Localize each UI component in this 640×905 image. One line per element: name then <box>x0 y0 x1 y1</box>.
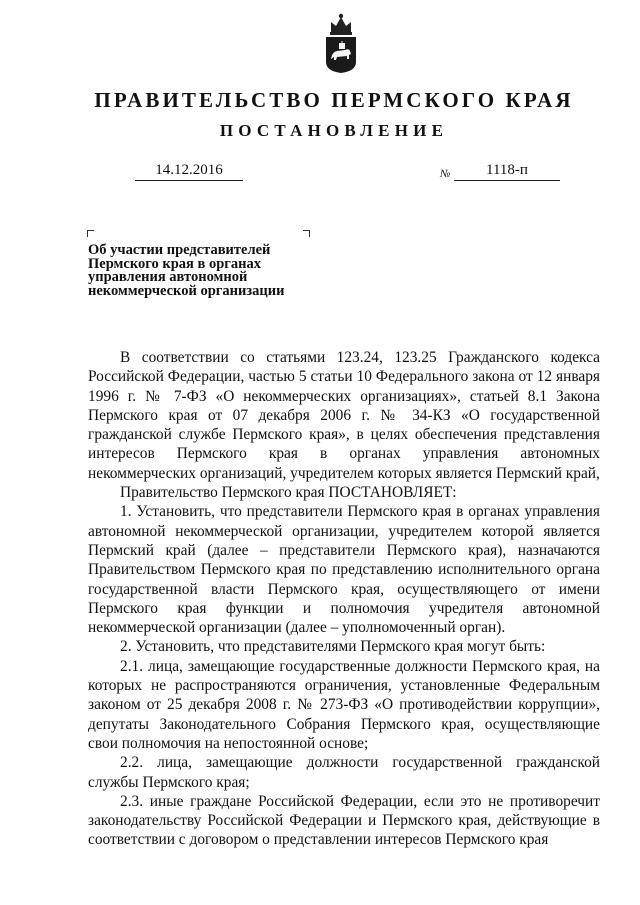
document-type: ПОСТАНОВЛЕНИЕ <box>219 121 449 140</box>
government-title: ПРАВИТЕЛЬСТВО ПЕРМСКОГО КРАЯ <box>94 88 574 112</box>
perm-krai-coat-of-arms-icon <box>323 12 359 74</box>
clause-2-3: 2.3. иные граждане Российской Федерации, если это не противоречит законодательству Российской Федерации и Пермского края, действующие в соответствии с договором о представлении интересов Пермского края <box>88 792 600 849</box>
document-body <box>88 348 600 850</box>
heading-corner-right <box>303 230 310 237</box>
clause-2-2: 2.2. лица, замещающие должности государственной гражданской службы Пермского края; <box>88 754 600 791</box>
clause-1: 1. Установить, что представители Пермского края в органах управления автономной некоммерческой организации, учредителем которой является Пермский край (далее – представители Пермского края), назначаются Правительством Пермского края по представлению исполнительного органа государственной власти Пермского края, осуществляющего от имени Пермского края функции и полномочия учредителя автономной некоммерческой организации (далее – уполномоченный орган). <box>88 503 600 637</box>
heading-line: Пермского края в органах <box>88 255 261 272</box>
resolution-paragraph: Правительство Пермского края ПОСТАНОВЛЯЕТ: <box>120 484 457 502</box>
heading-line: Об участии представителей <box>88 242 271 258</box>
document-heading <box>88 244 328 298</box>
heading-line: некоммерческой организации <box>88 282 285 299</box>
number-label: № <box>440 168 451 180</box>
heading-corner-left <box>87 230 94 237</box>
clause-2-1: 2.1. лица, замещающие государственные должности Пермского края, на которых не распространяются ограничения, установленные Федеральным законом от 25 декабря 2008 г. № 273-ФЗ «О противодействии коррупции», депутаты Законодательного Собрания Пермского края, осуществляющие свои полномочия на непостоянной основе; <box>88 657 600 752</box>
heading-line: управления автономной <box>88 269 248 286</box>
document-date: 14.12.2016 <box>135 162 243 181</box>
clause-2: 2. Установить, что представителями Пермского края могут быть: <box>120 638 546 656</box>
document-number: 1118-п <box>454 162 560 181</box>
preamble-paragraph: В соответствии со статьями 123.24, 123.25 Гражданского кодекса Российской Федерации, частью 5 статьи 10 Федерального закона от 12 января 1996 г. № 7-ФЗ «О некоммерческих организациях», статьей 8.1 Закона Пермского края от 07 декабря 2006 г. № 34-КЗ «О государственной гражданской службе Пермского края», в целях обеспечения представления интересов Пермского края в органах управления автономных некоммерческих организаций, учредителем которых является Пермский край, <box>88 349 600 482</box>
